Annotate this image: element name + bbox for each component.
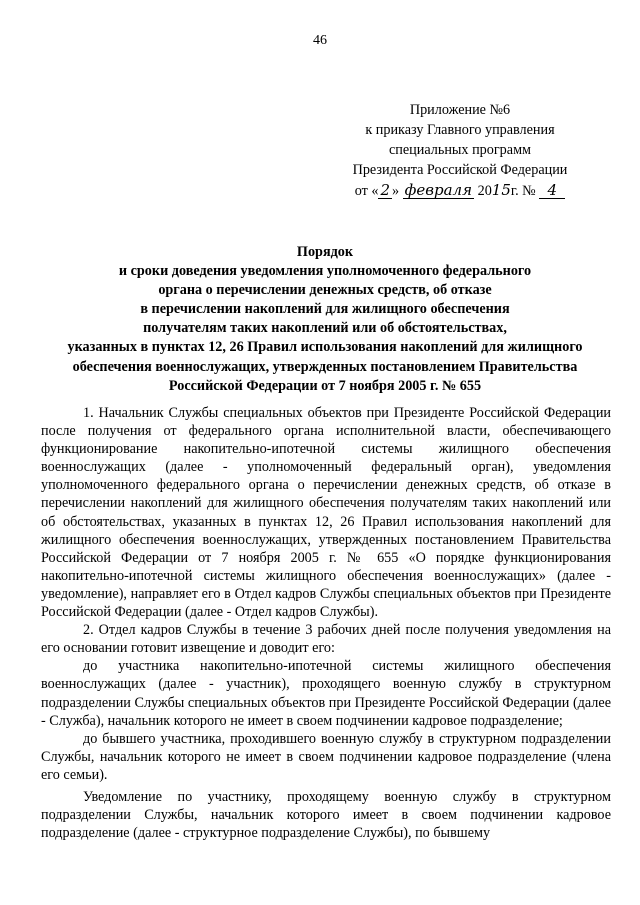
title-line: в перечислении накоплений для жилищного обеспечения <box>140 301 510 318</box>
paragraph-1: 1. Начальник Службы специальных объектов при Президенте Российской Федерации после получения от федерального органа исполнительной власти, обеспечивающего функционирование накопительно-ипотечной системы жилищного обеспечения военнослужащих (далее - уполномоченный федеральный орган), уведомления уполномоченного федерального органа о перечислении денежных средств, об отказе в перечислении накоплений для жилищного обеспечения получателям таких накоплений или об обстоятельствах, указанных в пунктах 12, 26 Правил использования накоплений для жилищного обеспечения военнослужащих, утвержденных постановлением Правительства Российской Федерации от 7 ноября 2005 г. № 655 «О порядке функционирования накопительно-ипотечной системы жилищного обеспечения военнослужащих» (далее - уведомление), направляет его в Отдел кадров Службы специальных объектов при Президенте Российской Федерации (далее - Отдел кадров Службы). <box>41 405 611 621</box>
date-month-handwritten: февраля <box>404 181 473 199</box>
order-number-handwritten: 4 <box>539 182 565 199</box>
paragraph-2-former-participant: до бывшего участника, проходившего военную службу в структурном подразделении Службы, начальник которого не имеет в своем подчинении кадровое подразделение (члена его семьи). <box>41 730 611 783</box>
title-line: Российской Федерации от 7 ноября 2005 г. № 655 <box>168 377 482 394</box>
document-title <box>40 243 610 396</box>
page-number: 46 <box>313 33 327 48</box>
date-year-prefix: 20 <box>477 183 492 199</box>
appendix-president-line: Президента Российской Федерации <box>352 162 568 178</box>
paragraph-2-participant: до участника накопительно-ипотечной системы жилищного обеспечения военнослужащих (далее - участник), проходящего военную службу в структурном подразделении Службы специальных объектов при Президенте Российской Федерации (далее - Служба), начальник которого не имеет в своем подчинении кадровое подразделение; <box>41 658 611 729</box>
date-prefix: от « <box>354 183 379 199</box>
date-year-handwritten: 15 <box>491 181 511 199</box>
paragraph-2: 2. Отдел кадров Службы в течение 3 рабочих дней после получения уведомления на его основании готовит извещение и доводит его: <box>41 622 611 657</box>
date-quote-close: » <box>392 183 400 199</box>
appendix-title: Приложение №6 <box>409 102 511 118</box>
date-number-label: г. № <box>510 183 536 199</box>
paragraph-notification: Уведомление по участнику, проходящему военную службу в структурном подразделении Службы, начальник которого имеет в своем подчинении кадровое подразделение (далее - структурное подразделение Службы), по бывшему <box>41 788 611 842</box>
title-line: и сроки доведения уведомления уполномоченного федерального <box>118 263 532 280</box>
title-line: получателям таких накоплений или об обстоятельствах, <box>143 320 507 337</box>
appendix-block <box>330 100 590 201</box>
document-body <box>41 404 611 842</box>
appendix-date-line <box>330 180 590 201</box>
title-line: Порядок <box>296 244 354 260</box>
title-line: указанных в пунктах 12, 26 Правил использования накоплений для жилищного <box>67 339 583 356</box>
title-line: обеспечения военнослужащих, утвержденных постановлением Правительства <box>72 358 578 375</box>
date-day-handwritten: 2 <box>380 181 391 199</box>
title-line: органа о перечислении денежных средств, об отказе <box>158 282 492 299</box>
appendix-order-line: к приказу Главного управления <box>365 122 555 138</box>
appendix-programs-line: специальных программ <box>388 142 532 158</box>
